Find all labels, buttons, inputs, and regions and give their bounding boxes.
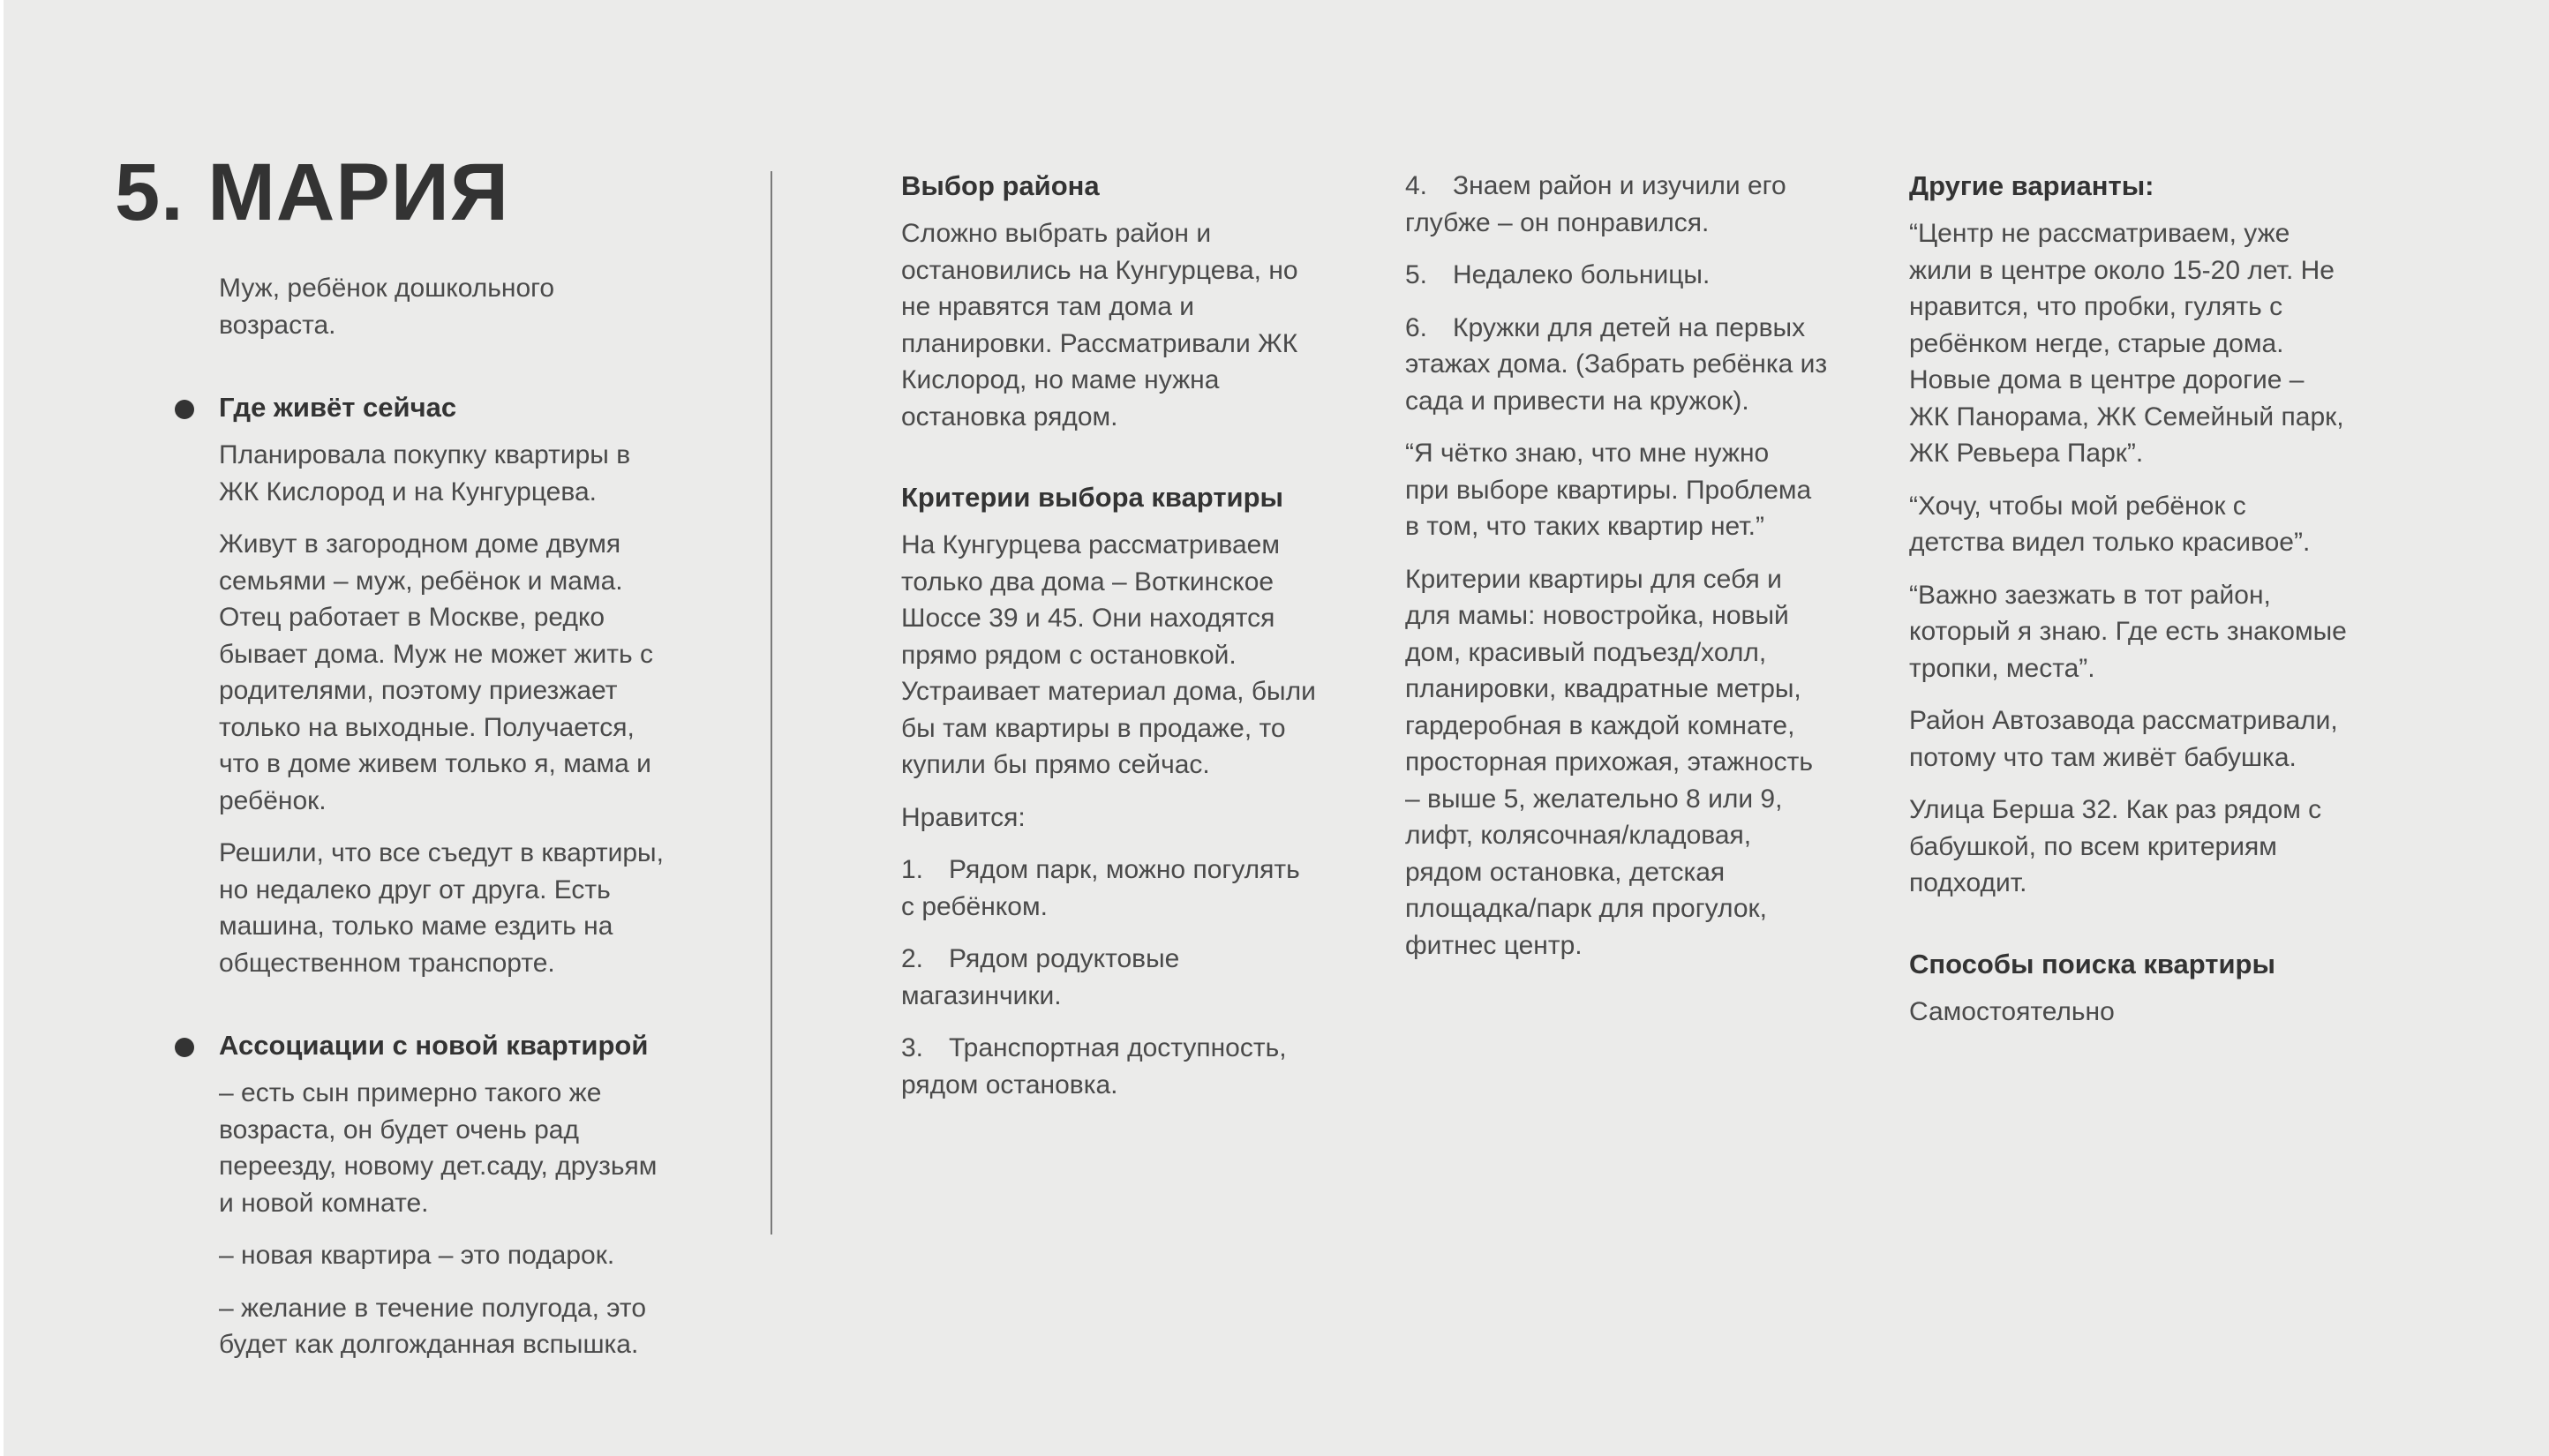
quote: “Хочу, чтобы мой ребёнок с детства видел только красивое”. <box>1909 491 2311 557</box>
list-item-number: 3. <box>901 1033 924 1062</box>
page-edge <box>0 0 4 1456</box>
paragraph: Самостоятельно <box>1909 996 2115 1026</box>
paragraph: Критерии квартиры для себя и для мамы: новостройка, новый дом, красивый подъезд/холл, планировки, квадратные метры, гардеробная в каждой комнате, просторная прихожая, этажность – выше 5, желательно 8 или 9, лифт, колясочная/кладовая, рядом остановка, детская площадка/парк для прогулок, фитнес центр. <box>1405 564 1814 960</box>
list-item-text: Недалеко больницы. <box>1453 260 1711 289</box>
paragraph: Район Автозавода рассматривали, потому что там живёт бабушка. <box>1909 706 2338 772</box>
column-1 <box>219 270 696 1379</box>
list-item-text: Кружки для детей на первых этажах дома. (Забрать ребёнка из сада и привести на кружок). <box>1405 312 1828 416</box>
list-item-text: Рядом родуктовые магазинчики. <box>901 944 1180 1010</box>
list-item-number: 2. <box>901 944 924 973</box>
paragraph: Планировала покупку квартиры в ЖК Кислород и на Кунгурцева. <box>219 440 631 507</box>
column-2 <box>901 168 1342 1119</box>
list-item <box>901 852 1342 925</box>
heading-district-choice: Выбор района <box>901 170 1100 201</box>
list-item <box>1405 310 1864 420</box>
vertical-divider <box>771 171 772 1235</box>
heading-apartment-criteria: Критерии выбора квартиры <box>901 482 1283 513</box>
list-item-number: 5. <box>1405 260 1428 289</box>
quote: “Центр не рассматриваем, уже жили в центре около 15-20 лет. Не нравится, что пробки, гулять с ребёнком негде, старые дома. Новые дома в центре дорогие – ЖК Панорама, ЖК Семейный парк, ЖК Ревьера Парк”. <box>1909 219 2344 468</box>
column-4 <box>1909 168 2368 1046</box>
list-item <box>1405 168 1864 241</box>
column-3 <box>1405 168 1864 979</box>
heading-associations: Ассоциации с новой квартирой <box>219 1027 696 1064</box>
list-item-text: Рядом парк, можно погулять с ребёнком. <box>901 855 1300 921</box>
list-item-text: Транспортная доступность, рядом остановка. <box>901 1033 1287 1100</box>
paragraph: Сложно выбрать район и остановились на Кунгурцева, но не нравятся там дома и планировки. Рассматривали ЖК Кислород, но маме нужна остановка рядом. <box>901 219 1298 432</box>
list-item-number: 4. <box>1405 171 1428 200</box>
heading-current-living: Где живёт сейчас <box>219 389 696 426</box>
paragraph: Улица Берша 32. Как раз рядом с бабушкой, по всем критериям подходит. <box>1909 795 2322 897</box>
paragraph: – есть сын примерно такого же возраста, он будет очень рад переезду, новому дет.саду, друзьям и новой комнате. <box>219 1078 658 1218</box>
paragraph: – желание в течение полугода, это будет как долгожданная вспышка. <box>219 1293 647 1359</box>
heading-other-options: Другие варианты: <box>1909 170 2154 201</box>
page-title: 5. МАРИЯ <box>115 147 509 237</box>
list-item-text: Знаем район и изучили его глубже – он понравился. <box>1405 171 1786 237</box>
heading-search-methods: Способы поиска квартиры <box>1909 948 2275 979</box>
paragraph: Решили, что все съедут в квартиры, но недалеко друг от друга. Есть машина, только маме ездить на общественном транспорте. <box>219 838 664 978</box>
paragraph: На Кунгурцева рассматриваем только два дома – Воткинское Шоссе 39 и 45. Они находятся прямо рядом с остановкой. Устраивает материал дома, были бы там квартиры в продаже, то купили бы прямо сейчас. <box>901 530 1316 779</box>
list-item <box>901 941 1342 1014</box>
paragraph: Нравится: <box>901 802 1026 832</box>
paragraph: Живут в загородном доме двумя семьями – муж, ребёнок и мама. Отец работает в Москве, редко бывает дома. Муж не может жить с родителями, поэтому приезжает только на выходные. Получается, что в доме живем только я, мама и ребёнок. <box>219 529 653 815</box>
quote: “Важно заезжать в тот район, который я знаю. Где есть знакомые тропки, места”. <box>1909 580 2347 683</box>
list-item <box>1405 257 1864 294</box>
list-item-number: 6. <box>1405 312 1428 342</box>
list-item <box>901 1030 1342 1103</box>
list-item-number: 1. <box>901 855 924 884</box>
persona-intro: Муж, ребёнок дошкольного возраста. <box>219 274 555 340</box>
quote: “Я чётко знаю, что мне нужно при выборе квартиры. Проблема в том, что таких квартир нет.” <box>1405 439 1812 541</box>
paragraph: – новая квартира – это подарок. <box>219 1241 615 1270</box>
